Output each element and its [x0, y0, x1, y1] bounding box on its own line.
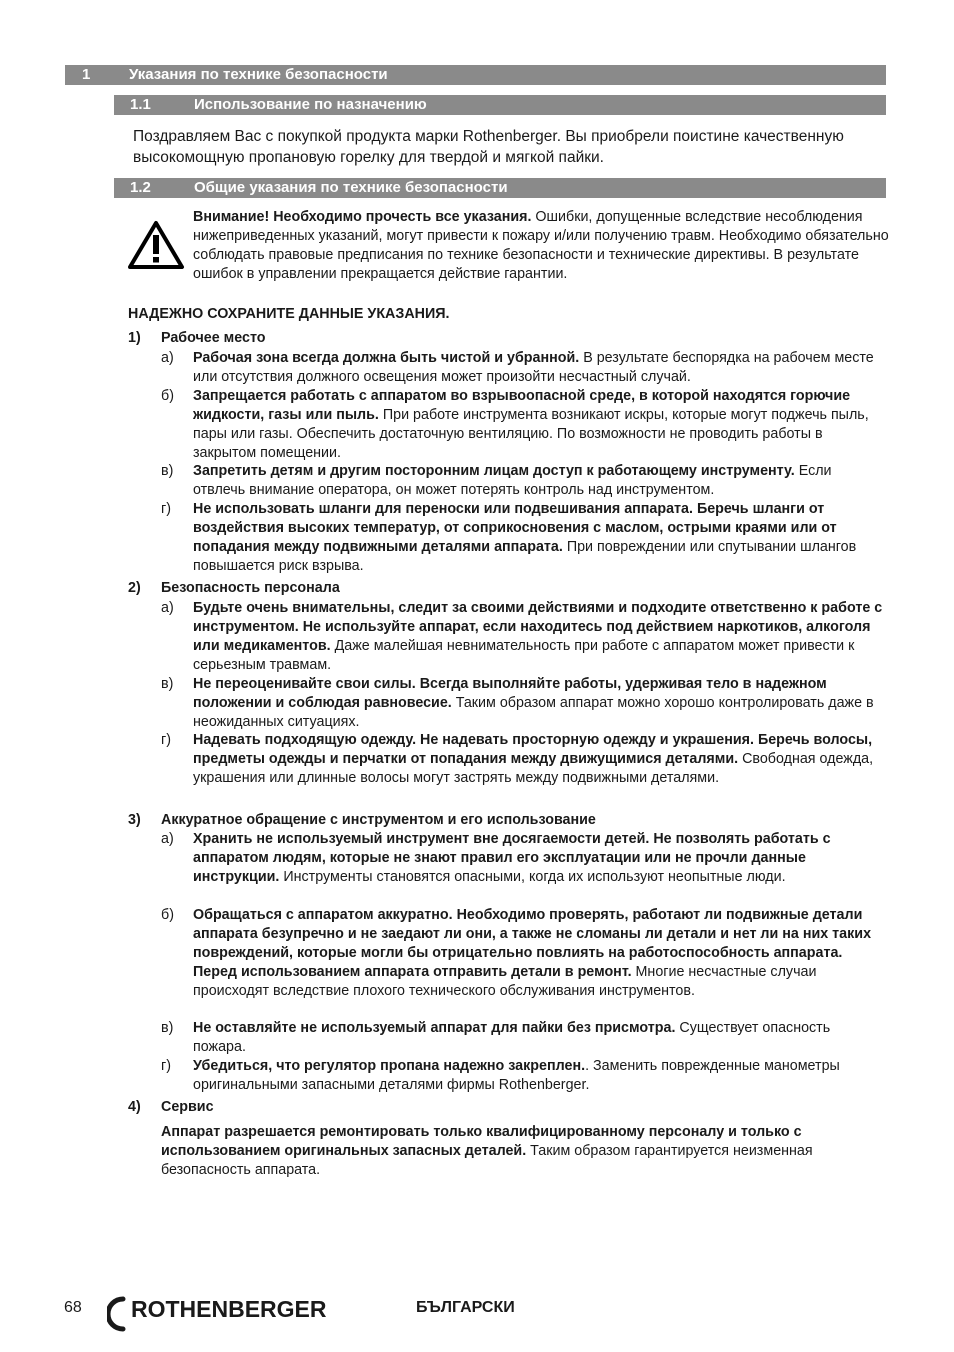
item-letter: в)	[161, 1020, 174, 1036]
list-item	[161, 387, 883, 463]
list-item	[161, 599, 883, 675]
section-title: Использование по назначению	[194, 96, 427, 113]
section-number: 1.1	[130, 96, 151, 113]
warning-triangle-icon	[127, 220, 185, 270]
item-text: Если отвлечь внимание оператора, он может потерять контроль над инструментом.	[193, 463, 832, 498]
item-bold: Хранить не используемый инструмент вне досягаемости детей. Не позволять работать с аппаратом людям, которые не знают правил его эксплуатации или не прочли данные инструкции.	[193, 831, 831, 885]
warning-body: Ошибки, допущенные вследствие несоблюдения нижеприведенных указаний, могут привести к пожару и/или получению травм. Необходимо обязательно соблюдать правовые предписания по технике безопасности и технические директивы. В результате ошибок в управлении прекращается действие гарантии.	[193, 209, 889, 282]
item-text: Таким образом аппарат можно хорошо контролировать даже в неожиданных ситуациях.	[193, 695, 874, 730]
item-letter: г)	[161, 1058, 171, 1074]
section-number: 1.2	[130, 179, 151, 196]
item-letter: г)	[161, 501, 171, 517]
list-item	[161, 731, 883, 788]
list-item	[161, 462, 883, 500]
section-title: Общие указания по технике безопасности	[194, 179, 508, 196]
item-letter: в)	[161, 676, 174, 692]
section-heading-1-1	[114, 95, 886, 115]
item-bold: Запрещается работать с аппаратом во взрывоопасной среде, в которой находятся горючие жидкости, газы или пыль.	[193, 388, 851, 423]
section-heading-1-2	[114, 178, 886, 198]
item-text: Существует опасность пожара.	[193, 1020, 831, 1055]
section-number: 1	[82, 66, 91, 83]
item-letter: б)	[161, 388, 174, 404]
section-title: Указания по технике безопасности	[129, 66, 388, 83]
list-item	[161, 906, 883, 1001]
page-number: 68	[64, 1299, 82, 1316]
item-letter: а)	[161, 600, 174, 616]
subsection-title: Рабочее место	[161, 330, 266, 346]
item-bold: Надевать подходящую одежду. Не надевать просторную одежду и украшения. Беречь волосы, предметы одежды и перчатки от попадания между движущимися деталями.	[193, 732, 873, 767]
subsection-heading	[128, 580, 340, 596]
item-text: Свободная одежда, украшения или длинные волосы могут застрять между подвижными деталями.	[193, 751, 874, 786]
service-text: Таким образом гарантируется неизменная безопасность аппарата.	[161, 1143, 813, 1178]
list-item	[161, 675, 883, 732]
item-text: . Заменить поврежденные манометры оригинальными запасными деталями фирмы Rothenberger.	[193, 1058, 840, 1093]
item-text: В результате беспорядка на рабочем месте или отсутствия должного освещения может произойти несчастный случай.	[193, 350, 874, 385]
item-bold: Не переоценивайте свои силы. Всегда выполняйте работы, удерживая тело в надежном положении и соблюдая равновесие.	[193, 676, 827, 711]
subsection-number: 1)	[128, 330, 141, 346]
item-bold: Рабочая зона всегда должна быть чистой и убранной.	[193, 350, 580, 366]
keep-instructions-notice: НАДЕЖНО СОХРАНИТЕ ДАННЫЕ УКАЗАНИЯ.	[128, 306, 450, 322]
service-paragraph	[161, 1123, 883, 1180]
item-text: Многие несчастные случаи происходят вследствие плохого технического обслуживания инструментов.	[193, 964, 817, 999]
subsection-number: 3)	[128, 812, 141, 828]
language-label: БЪЛГАРСКИ	[416, 1299, 515, 1316]
subsection-title: Сервис	[161, 1099, 214, 1115]
item-text: При работе инструмента возникают искры, которые могут поджечь пыль, пары или газы. Обеспечить достаточную вентиляцию. По возможности не проводить работы в закрытом помещении.	[193, 407, 869, 461]
list-item	[161, 1019, 883, 1057]
item-bold: Убедиться, что регулятор пропана надежно закреплен.	[193, 1058, 586, 1074]
item-bold: Обращаться с аппаратом аккуратно. Необходимо проверять, работают ли подвижные детали аппарата безупречно и не заедают ли они, а также не сломаны ли детали и нет ли на них таких повреждений, которые могли бы отрицательно повлиять на работоспособность аппарата. Перед использованием аппарата отправить детали в ремонт.	[193, 907, 872, 980]
list-item	[161, 500, 883, 576]
warning-text	[193, 208, 893, 284]
list-item	[161, 1057, 883, 1095]
subsection-title: Аккуратное обращение с инструментом и его использование	[161, 812, 596, 828]
subsection-heading	[128, 812, 596, 828]
section-heading-1	[65, 65, 886, 85]
item-bold: Будьте очень внимательны, следит за своими действиями и подходите ответственно к работе с инструментом. Не используйте аппарат, если находитесь под действием наркотиков, алкоголя или медикаментов.	[193, 600, 883, 654]
list-item	[161, 349, 883, 387]
item-text: При повреждении или спутывании шлангов повышается риск взрыва.	[193, 539, 857, 574]
subsection-heading	[128, 330, 266, 346]
subsection-number: 4)	[128, 1099, 141, 1115]
intro-paragraph: Поздравляем Вас с покупкой продукта марки Rothenberger. Вы приобрели поистине качественную высокомощную пропановую горелку для твердой и мягкой пайки.	[133, 128, 844, 166]
item-bold: Не оставляйте не используемый аппарат для пайки без присмотра.	[193, 1020, 676, 1036]
item-text: Даже малейшая невнимательность при работе с аппаратом может привести к серьезным травмам.	[193, 638, 855, 673]
warning-bold: Внимание! Необходимо прочесть все указания.	[193, 209, 532, 225]
item-letter: в)	[161, 463, 174, 479]
list-item	[161, 830, 883, 887]
item-letter: а)	[161, 831, 174, 847]
item-text: Инструменты становятся опасными, когда их используют неопытные люди.	[279, 869, 786, 885]
subsection-heading	[128, 1099, 214, 1115]
service-bold: Аппарат разрешается ремонтировать только квалифицированному персоналу и только с использованием оригинальных запасных деталей.	[161, 1124, 802, 1159]
subsection-number: 2)	[128, 580, 141, 596]
rothenberger-logo	[107, 1293, 347, 1333]
item-bold: Не использовать шланги для переноски или подвешивания аппарата. Беречь шланги от воздействия высоких температур, от соприкосновения с маслом, острыми краями или от попадания между подвижными деталями аппарата.	[193, 501, 837, 555]
logo-text: ROTHENBERGER	[131, 1296, 327, 1322]
item-letter: г)	[161, 732, 171, 748]
item-letter: б)	[161, 907, 174, 923]
item-bold: Запретить детям и другим посторонним лицам доступ к работающему инструменту.	[193, 463, 795, 479]
subsection-title: Безопасность персонала	[161, 580, 340, 596]
item-letter: а)	[161, 350, 174, 366]
